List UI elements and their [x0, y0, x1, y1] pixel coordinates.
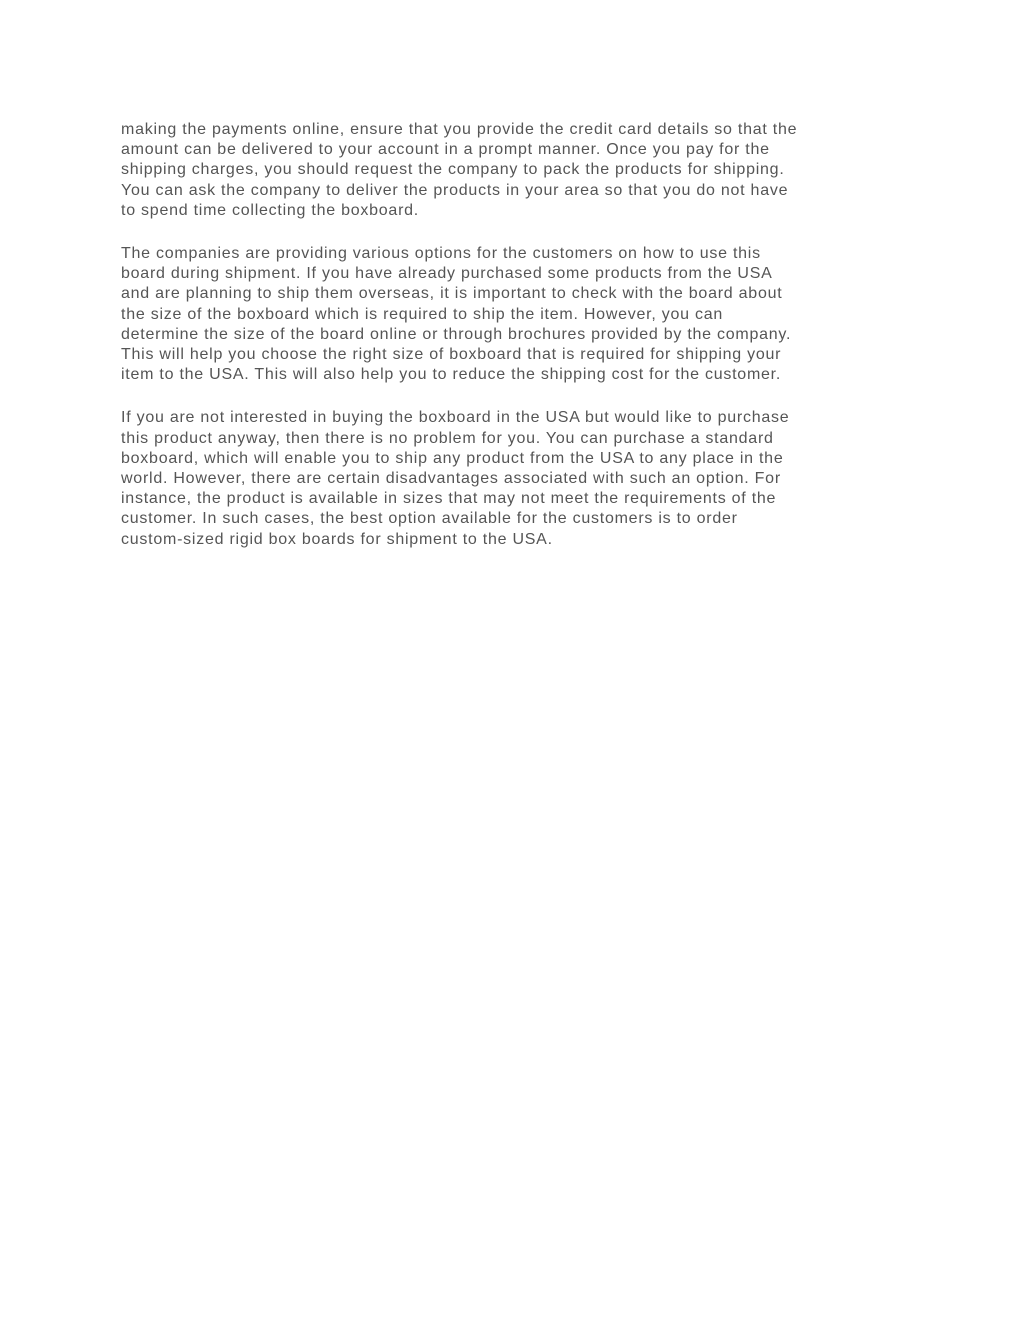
text-line: board during shipment. If you have already purchased some products from the USA [121, 265, 773, 283]
text-line: item to the USA. This will also help you to reduce the shipping cost for the customer. [121, 366, 782, 384]
text-line: this product anyway, then there is no problem for you. You can purchase a standard [121, 429, 774, 447]
text-line: determine the size of the board online or through brochures provided by the company. [121, 325, 792, 343]
text-line: boxboard, which will enable you to ship any product from the USA to any place in the [121, 449, 784, 467]
paragraph-standard-boxboard [121, 408, 911, 549]
text-line: You can ask the company to deliver the products in your area so that you do not have [121, 181, 789, 199]
text-line: the size of the boxboard which is required to ship the item. However, you can [121, 305, 724, 323]
document-body [121, 120, 911, 573]
text-line: This will help you choose the right size of boxboard that is required for shipping your [121, 346, 782, 364]
text-line: and are planning to ship them overseas, it is important to check with the board about [121, 285, 783, 303]
text-line: amount can be delivered to your account in a prompt manner. Once you pay for the [121, 141, 770, 159]
text-line: to spend time collecting the boxboard. [121, 201, 419, 219]
text-line: If you are not interested in buying the boxboard in the USA but would like to purchase [121, 409, 790, 427]
text-line: instance, the product is available in sizes that may not meet the requirements of the [121, 490, 777, 508]
text-line: world. However, there are certain disadvantages associated with such an option. For [121, 470, 781, 488]
text-line: custom-sized rigid box boards for shipment to the USA. [121, 530, 553, 548]
text-line: shipping charges, you should request the company to pack the products for shipping. [121, 161, 785, 179]
text-line: customer. In such cases, the best option available for the customers is to order [121, 510, 738, 528]
paragraph-payment-shipping [121, 120, 911, 221]
paragraph-board-options [121, 244, 911, 385]
text-line: The companies are providing various options for the customers on how to use this [121, 245, 761, 263]
text-line: making the payments online, ensure that you provide the credit card details so that the [121, 121, 798, 138]
